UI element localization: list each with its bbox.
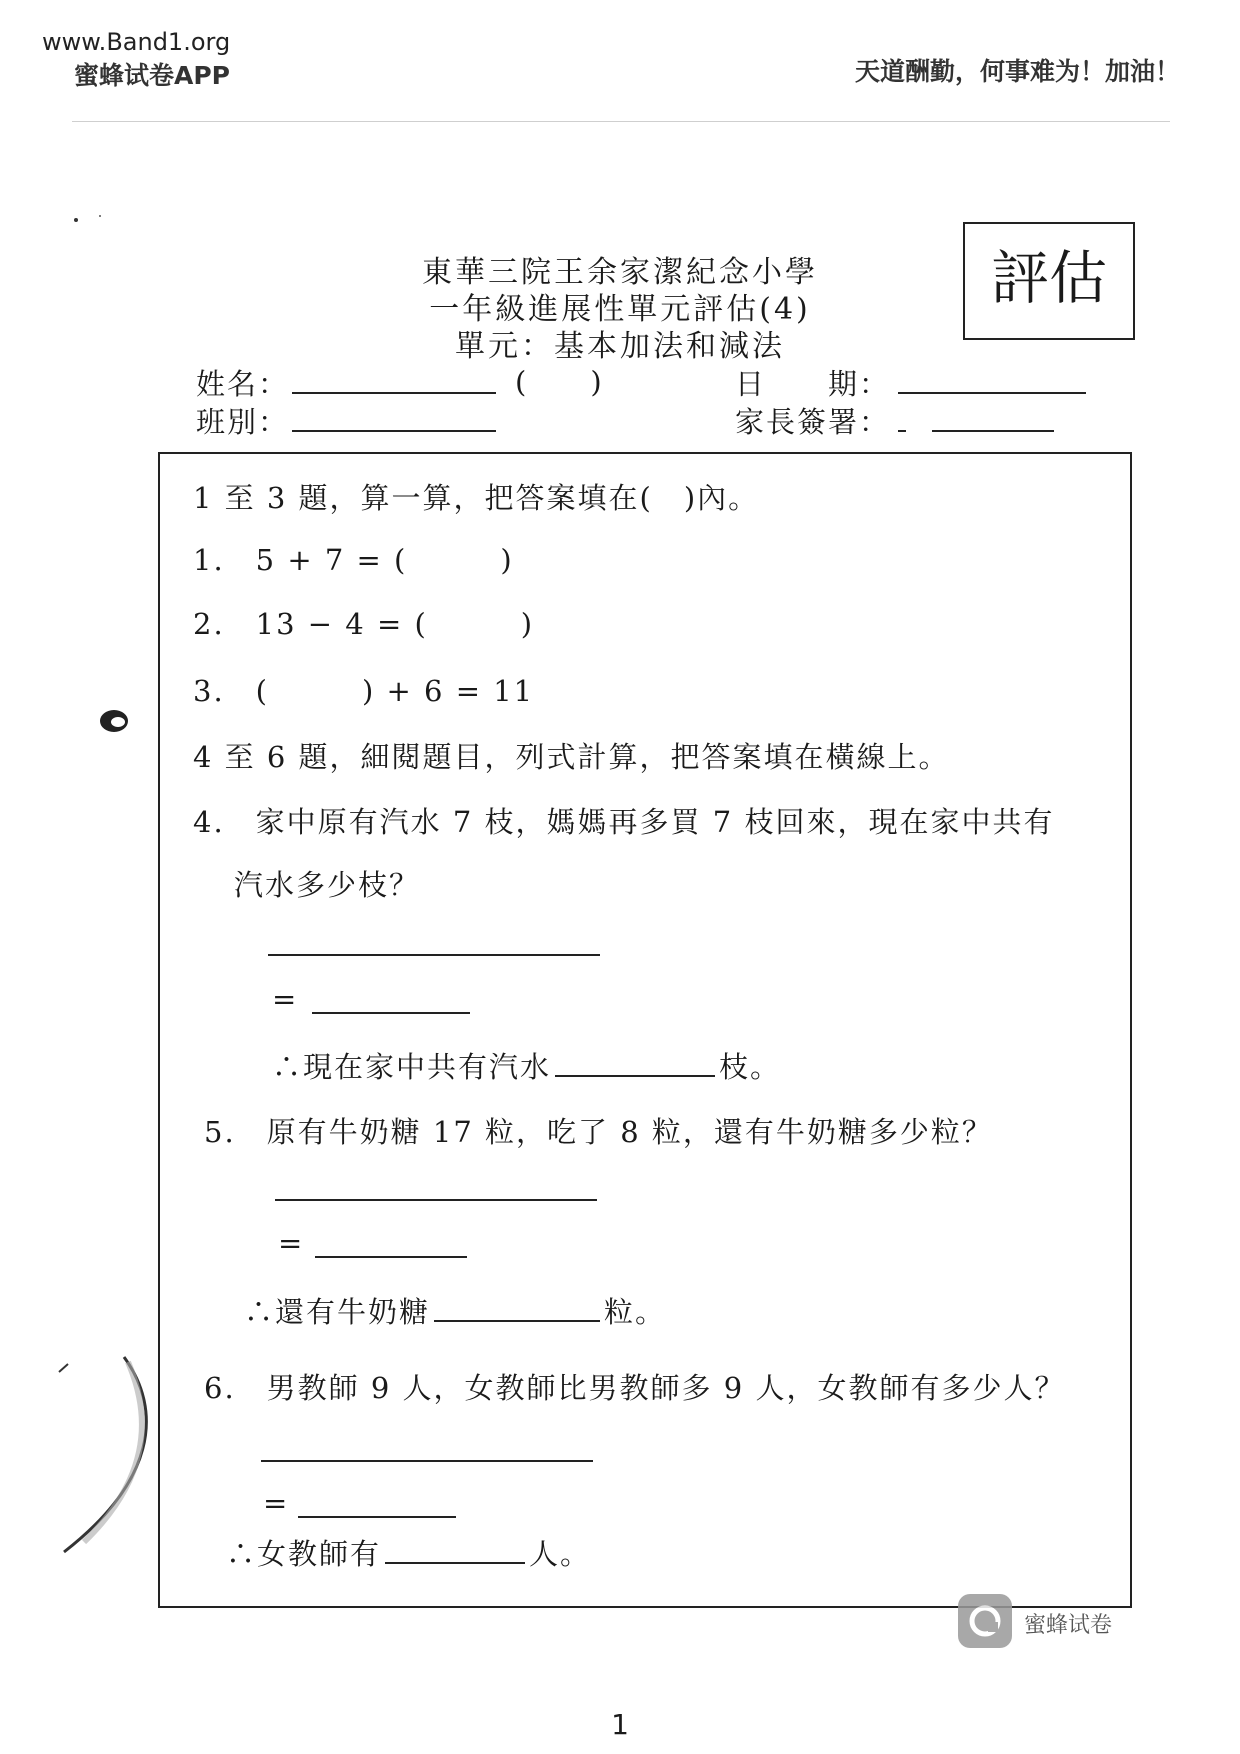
q4-working-line[interactable] [268,954,600,956]
q4-answer-blank[interactable] [555,1046,715,1077]
question-5: 5. 原有牛奶糖 17 粒，吃了 8 粒，還有牛奶糖多少粒？ [204,1115,993,1149]
header-divider [72,121,1170,122]
scan-dot-icon [70,212,110,226]
signature-blank[interactable] [932,430,1054,432]
assessment-stamp: 評估 [963,222,1135,340]
page-number: 1 [611,1708,629,1741]
slogan: 天道酬勤，何事难为！加油！ [854,57,1180,86]
q4-answer-suffix: 枝。 [719,1050,782,1084]
q6-working-line[interactable] [261,1460,593,1462]
question-6: 6. 男教師 9 人，女教師比男教師多 9 人，女教師有多少人？ [204,1371,1066,1405]
name-label: 姓名： [196,367,290,401]
question-3[interactable]: 3. ( ) + 6 = 11 [193,674,535,708]
watermark-logo-icon [958,1594,1012,1648]
signature-blank-mark [898,430,906,432]
q5-answer-prefix: ∴還有牛奶糖 [244,1295,431,1329]
q6-answer-prefix: ∴女教師有 [226,1537,382,1571]
class-label: 班別： [196,405,290,439]
app-brand: 蜜蜂试卷APP [74,61,230,90]
q6-answer-suffix: 人。 [529,1537,592,1571]
q5-answer-suffix: 粒。 [604,1295,667,1329]
q6-result-line[interactable] [298,1516,456,1518]
q4-result-line[interactable] [312,1012,470,1014]
q6-equals: = [263,1486,290,1520]
q4-answer [272,1045,781,1086]
q5-answer [244,1290,666,1331]
scan-curve-icon [54,1352,154,1562]
q5-result-line[interactable] [315,1256,467,1258]
exam-title: 一年級進展性單元評估(4) [429,292,811,327]
signature-label: 家長簽署： [735,405,891,439]
q6-answer [226,1532,591,1573]
question-4-line2: 汽水多少枝？ [234,868,421,902]
q6-answer-blank[interactable] [385,1533,525,1564]
question-1[interactable]: 1. 5 + 7 = ( ) [193,543,514,577]
q4-equals: = [272,982,299,1016]
watermark-text: 蜜蜂试卷 [1024,1613,1113,1638]
q5-working-line[interactable] [275,1199,597,1201]
date-label: 日 期： [735,367,891,401]
unit-title: 單元：基本加法和減法 [455,329,785,364]
name-blank[interactable] [292,392,496,394]
q5-answer-blank[interactable] [434,1291,600,1322]
date-blank[interactable] [898,392,1086,394]
q4-answer-prefix: ∴現在家中共有汽水 [272,1050,552,1084]
question-4-line1: 4. 家中原有汽水 7 枝，媽媽再多買 7 枝回來，現在家中共有 [193,805,1055,839]
school-name: 東華三院王余家潔紀念小學 [422,255,818,290]
q5-equals: = [278,1226,305,1260]
class-blank[interactable] [292,430,496,432]
scan-mark-icon [96,706,132,736]
class-number-paren[interactable]: ( ) [515,365,604,399]
section1-instruction: 1 至 3 題，算一算，把答案填在( )內。 [193,481,760,515]
question-2[interactable]: 2. 13 − 4 = ( ) [193,607,535,641]
site-url[interactable]: www.Band1.org [42,28,231,56]
section2-instruction: 4 至 6 題，細閱題目，列式計算，把答案填在橫線上。 [193,740,950,774]
